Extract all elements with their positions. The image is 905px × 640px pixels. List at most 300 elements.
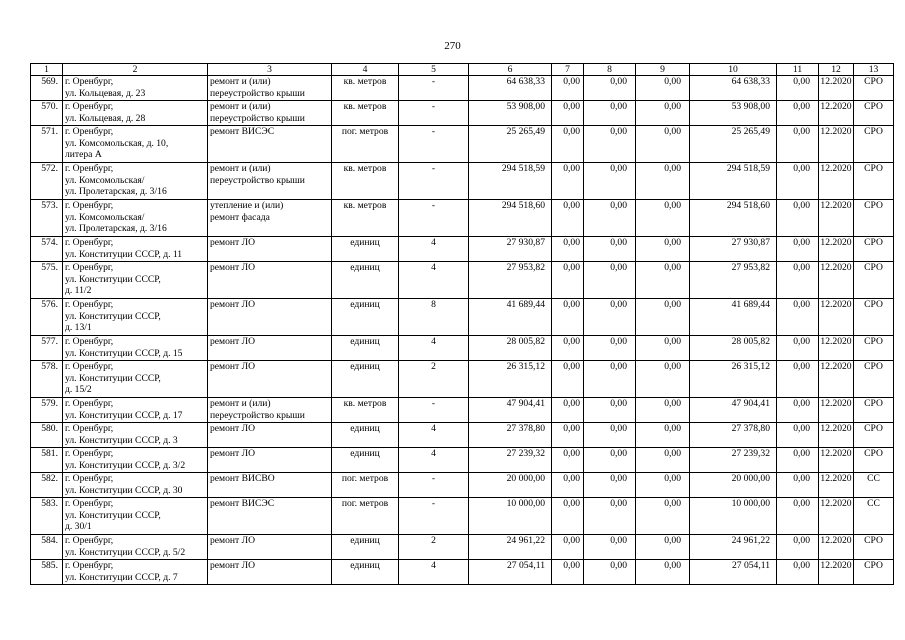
value-cell-9: 0,00 [636,560,690,585]
value-cell-10: 27 930,87 [690,237,777,262]
address-cell-line: ул. Конституции СССР, д. 11 [65,248,183,260]
row-number-cell: 583. [31,498,63,535]
row-number-cell: 570. [31,101,63,126]
table-row [31,423,894,448]
source-cell: СРО [854,200,894,237]
address-cell-line: г. Оренбург, [65,560,114,571]
quantity-cell: - [399,101,469,126]
row-number-cell: 585. [31,560,63,585]
address-cell [63,473,208,498]
address-cell-line: г. Оренбург, [65,423,114,434]
total-cost-cell: 27 930,87 [469,237,552,262]
address-cell-line: ул. Конституции СССР, д. 5/2 [65,546,186,558]
work-type-cell [208,361,332,398]
column-header: 12 [819,64,854,76]
address-cell-line: г. Оренбург, [65,398,114,409]
table-row [31,498,894,535]
address-cell-line: ул. Кольцевая, д. 28 [65,112,146,124]
source-cell: СРО [854,423,894,448]
value-cell-10: 294 518,59 [690,163,777,200]
value-cell-7: 0,00 [552,398,584,423]
source-cell: СРО [854,560,894,585]
value-cell-11: 0,00 [777,163,819,200]
total-cost-cell: 294 518,60 [469,200,552,237]
value-cell-11: 0,00 [777,560,819,585]
table-row [31,473,894,498]
work-type-cell-line: ремонт и (или) [210,163,271,174]
work-type-cell-line: ремонт ЛО [210,299,256,310]
unit-cell: единиц [332,237,399,262]
work-type-cell-line: переустройство крыши [210,112,305,124]
value-cell-11: 0,00 [777,126,819,163]
value-cell-8: 0,00 [584,336,636,361]
value-cell-7: 0,00 [552,299,584,336]
work-type-cell [208,76,332,101]
value-cell-8: 0,00 [584,163,636,200]
value-cell-7: 0,00 [552,498,584,535]
quantity-cell: - [399,498,469,535]
value-cell-10: 27 239,32 [690,448,777,473]
column-header: 3 [208,64,332,76]
address-cell-line: г. Оренбург, [65,163,114,174]
value-cell-7: 0,00 [552,262,584,299]
work-type-cell [208,423,332,448]
row-number-cell: 573. [31,200,63,237]
total-cost-cell: 53 908,00 [469,101,552,126]
address-cell-line: г. Оренбург, [65,336,114,347]
work-type-cell [208,299,332,336]
row-number-cell: 574. [31,237,63,262]
total-cost-cell: 41 689,44 [469,299,552,336]
work-type-cell-line: утепление и (или) [210,200,284,211]
total-cost-cell: 10 000,00 [469,498,552,535]
row-number-cell: 578. [31,361,63,398]
work-type-cell-line: ремонт ЛО [210,361,256,372]
table-row [31,398,894,423]
row-number-cell: 580. [31,423,63,448]
total-cost-cell: 27 054,11 [469,560,552,585]
value-cell-9: 0,00 [636,76,690,101]
value-cell-10: 25 265,49 [690,126,777,163]
value-cell-9: 0,00 [636,101,690,126]
address-cell-line: г. Оренбург, [65,299,114,310]
row-number-cell: 577. [31,336,63,361]
value-cell-11: 0,00 [777,336,819,361]
table-row [31,101,894,126]
value-cell-8: 0,00 [584,423,636,448]
quantity-cell: 8 [399,299,469,336]
address-cell [63,361,208,398]
unit-cell: единиц [332,423,399,448]
total-cost-cell: 27 953,82 [469,262,552,299]
unit-cell: единиц [332,448,399,473]
table-row [31,76,894,101]
value-cell-11: 0,00 [777,473,819,498]
address-cell-line: г. Оренбург, [65,262,114,273]
value-cell-8: 0,00 [584,237,636,262]
column-header: 9 [636,64,690,76]
address-cell-line: ул. Кольцевая, д. 23 [65,87,146,99]
address-cell-line: г. Оренбург, [65,361,114,372]
work-type-cell-line: ремонт ЛО [210,448,256,459]
date-cell: 12.2020 [819,163,854,200]
value-cell-8: 0,00 [584,560,636,585]
value-cell-7: 0,00 [552,101,584,126]
value-cell-11: 0,00 [777,448,819,473]
value-cell-10: 294 518,60 [690,200,777,237]
column-header: 1 [31,64,63,76]
total-cost-cell: 28 005,82 [469,336,552,361]
work-type-cell-line: ремонт ВИСВО [210,473,275,484]
unit-cell: кв. метров [332,101,399,126]
work-type-cell [208,448,332,473]
date-cell: 12.2020 [819,560,854,585]
value-cell-9: 0,00 [636,498,690,535]
address-cell-line: ул. Пролетарская, д. 3/16 [65,186,167,197]
value-cell-8: 0,00 [584,299,636,336]
value-cell-10: 27 953,82 [690,262,777,299]
date-cell: 12.2020 [819,262,854,299]
total-cost-cell: 27 239,32 [469,448,552,473]
work-type-cell-line: переустройство крыши [210,87,305,99]
value-cell-7: 0,00 [552,423,584,448]
table-row [31,448,894,473]
quantity-cell: - [399,126,469,163]
source-cell: СС [854,498,894,535]
row-number-cell: 582. [31,473,63,498]
work-type-cell [208,398,332,423]
quantity-cell: - [399,473,469,498]
address-cell-line: ул. Комсомольская, д. 10, [65,137,169,149]
table-row [31,237,894,262]
work-type-cell-line: ремонт ЛО [210,560,256,571]
unit-cell: кв. метров [332,76,399,101]
value-cell-9: 0,00 [636,473,690,498]
value-cell-7: 0,00 [552,473,584,498]
row-number-cell: 572. [31,163,63,200]
work-type-cell-line: ремонт ЛО [210,262,256,273]
address-cell [63,423,208,448]
row-number-cell: 571. [31,126,63,163]
source-cell: СС [854,473,894,498]
total-cost-cell: 47 904,41 [469,398,552,423]
value-cell-9: 0,00 [636,299,690,336]
address-cell-line: ул. Пролетарская, д. 3/16 [65,223,167,234]
work-type-cell-line: переустройство крыши [210,174,305,186]
date-cell: 12.2020 [819,498,854,535]
work-type-cell [208,262,332,299]
work-type-cell-line: ремонт и (или) [210,398,271,409]
unit-cell: пог. метров [332,473,399,498]
value-cell-11: 0,00 [777,423,819,448]
source-cell: СРО [854,126,894,163]
value-cell-8: 0,00 [584,448,636,473]
value-cell-8: 0,00 [584,361,636,398]
address-cell-line: ул. Конституции СССР, д. 3 [65,434,178,446]
value-cell-7: 0,00 [552,560,584,585]
address-cell-line: ул. Конституции СССР, д. 15 [65,347,183,359]
address-cell-line: литера А [65,149,102,160]
repair-program-table [30,63,894,585]
work-type-cell [208,535,332,560]
value-cell-8: 0,00 [584,262,636,299]
value-cell-11: 0,00 [777,76,819,101]
column-header: 8 [584,64,636,76]
work-type-cell [208,101,332,126]
value-cell-10: 28 005,82 [690,336,777,361]
date-cell: 12.2020 [819,299,854,336]
value-cell-10: 47 904,41 [690,398,777,423]
total-cost-cell: 27 378,80 [469,423,552,448]
total-cost-cell: 25 265,49 [469,126,552,163]
value-cell-7: 0,00 [552,163,584,200]
address-cell-line: д. 13/1 [65,322,92,333]
work-type-cell [208,237,332,262]
address-cell-line: ул. Конституции СССР, д. 30 [65,484,183,496]
value-cell-10: 41 689,44 [690,299,777,336]
value-cell-8: 0,00 [584,498,636,535]
address-cell-line: ул. Конституции СССР, [65,509,161,521]
date-cell: 12.2020 [819,361,854,398]
table-row [31,361,894,398]
value-cell-10: 27 378,80 [690,423,777,448]
value-cell-11: 0,00 [777,262,819,299]
address-cell [63,448,208,473]
address-cell-line: г. Оренбург, [65,200,114,211]
value-cell-11: 0,00 [777,237,819,262]
source-cell: СРО [854,101,894,126]
unit-cell: единиц [332,535,399,560]
column-header: 7 [552,64,584,76]
source-cell: СРО [854,237,894,262]
total-cost-cell: 294 518,59 [469,163,552,200]
address-cell-line: г. Оренбург, [65,126,114,137]
work-type-cell [208,336,332,361]
work-type-cell [208,498,332,535]
value-cell-8: 0,00 [584,200,636,237]
quantity-cell: - [399,398,469,423]
date-cell: 12.2020 [819,473,854,498]
address-cell [63,299,208,336]
work-type-cell [208,126,332,163]
row-number-cell: 579. [31,398,63,423]
quantity-cell: 4 [399,262,469,299]
value-cell-9: 0,00 [636,423,690,448]
address-cell-line: г. Оренбург, [65,101,114,112]
address-cell-line: г. Оренбург, [65,76,114,87]
value-cell-8: 0,00 [584,535,636,560]
value-cell-11: 0,00 [777,200,819,237]
value-cell-8: 0,00 [584,398,636,423]
address-cell [63,237,208,262]
address-cell [63,262,208,299]
value-cell-7: 0,00 [552,535,584,560]
work-type-cell [208,163,332,200]
value-cell-10: 24 961,22 [690,535,777,560]
value-cell-9: 0,00 [636,448,690,473]
quantity-cell: 4 [399,448,469,473]
column-header: 10 [690,64,777,76]
date-cell: 12.2020 [819,448,854,473]
work-type-cell-line: ремонт фасада [210,211,270,223]
value-cell-7: 0,00 [552,448,584,473]
table-row [31,126,894,163]
value-cell-8: 0,00 [584,126,636,163]
address-cell [63,126,208,163]
row-number-cell: 576. [31,299,63,336]
address-cell-line: ул. Комсомольская/ [65,174,145,186]
quantity-cell: - [399,76,469,101]
quantity-cell: 4 [399,336,469,361]
address-cell [63,163,208,200]
address-cell [63,535,208,560]
address-cell-line: г. Оренбург, [65,473,114,484]
work-type-cell-line: ремонт ЛО [210,237,256,248]
unit-cell: пог. метров [332,126,399,163]
date-cell: 12.2020 [819,398,854,423]
work-type-cell-line: ремонт ЛО [210,336,256,347]
total-cost-cell: 20 000,00 [469,473,552,498]
unit-cell: пог. метров [332,498,399,535]
table-row [31,163,894,200]
address-cell [63,498,208,535]
date-cell: 12.2020 [819,126,854,163]
quantity-cell: 2 [399,361,469,398]
address-cell [63,200,208,237]
unit-cell: единиц [332,336,399,361]
quantity-cell: 2 [399,535,469,560]
column-header: 6 [469,64,552,76]
value-cell-10: 20 000,00 [690,473,777,498]
table-row [31,262,894,299]
address-cell [63,336,208,361]
table-row [31,336,894,361]
value-cell-10: 26 315,12 [690,361,777,398]
value-cell-8: 0,00 [584,101,636,126]
address-cell-line: г. Оренбург, [65,498,114,509]
work-type-cell [208,200,332,237]
address-cell-line: ул. Конституции СССР, [65,273,161,285]
value-cell-11: 0,00 [777,299,819,336]
value-cell-7: 0,00 [552,361,584,398]
value-cell-9: 0,00 [636,361,690,398]
value-cell-9: 0,00 [636,398,690,423]
address-cell-line: г. Оренбург, [65,535,114,546]
value-cell-11: 0,00 [777,535,819,560]
unit-cell: единиц [332,262,399,299]
address-cell-line: ул. Конституции СССР, [65,372,161,384]
header-row [31,64,894,76]
value-cell-7: 0,00 [552,126,584,163]
source-cell: СРО [854,299,894,336]
quantity-cell: 4 [399,237,469,262]
value-cell-9: 0,00 [636,126,690,163]
value-cell-7: 0,00 [552,76,584,101]
table-row [31,535,894,560]
source-cell: СРО [854,361,894,398]
table-row [31,200,894,237]
address-cell-line: ул. Конституции СССР, д. 3/2 [65,459,186,471]
table-body [31,76,894,585]
work-type-cell-line: ремонт и (или) [210,76,271,87]
row-number-cell: 581. [31,448,63,473]
value-cell-9: 0,00 [636,200,690,237]
date-cell: 12.2020 [819,237,854,262]
address-cell-line: ул. Комсомольская/ [65,211,145,223]
value-cell-10: 10 000,00 [690,498,777,535]
date-cell: 12.2020 [819,101,854,126]
column-header: 11 [777,64,819,76]
table-row [31,299,894,336]
source-cell: СРО [854,398,894,423]
page-number: 270 [444,40,461,52]
address-cell-line: ул. Конституции СССР, [65,310,161,322]
value-cell-9: 0,00 [636,237,690,262]
column-header: 13 [854,64,894,76]
address-cell-line: д. 11/2 [65,285,92,296]
address-cell [63,560,208,585]
address-cell [63,398,208,423]
address-cell-line: ул. Конституции СССР, д. 17 [65,409,183,421]
unit-cell: единиц [332,560,399,585]
address-cell-line: ул. Конституции СССР, д. 7 [65,571,178,583]
date-cell: 12.2020 [819,423,854,448]
address-cell-line: г. Оренбург, [65,448,114,459]
address-cell-line: д. 15/2 [65,384,92,395]
column-header: 5 [399,64,469,76]
work-type-cell [208,473,332,498]
source-cell: СРО [854,262,894,299]
quantity-cell: 4 [399,560,469,585]
source-cell: СРО [854,163,894,200]
value-cell-11: 0,00 [777,498,819,535]
value-cell-8: 0,00 [584,473,636,498]
total-cost-cell: 24 961,22 [469,535,552,560]
source-cell: СРО [854,336,894,361]
row-number-cell: 569. [31,76,63,101]
unit-cell: единиц [332,361,399,398]
address-cell-line: д. 30/1 [65,521,92,532]
value-cell-7: 0,00 [552,200,584,237]
value-cell-11: 0,00 [777,361,819,398]
source-cell: СРО [854,535,894,560]
work-type-cell [208,560,332,585]
value-cell-9: 0,00 [636,262,690,299]
date-cell: 12.2020 [819,76,854,101]
value-cell-11: 0,00 [777,398,819,423]
value-cell-9: 0,00 [636,163,690,200]
value-cell-9: 0,00 [636,535,690,560]
address-cell [63,101,208,126]
quantity-cell: - [399,200,469,237]
unit-cell: кв. метров [332,163,399,200]
value-cell-8: 0,00 [584,76,636,101]
date-cell: 12.2020 [819,535,854,560]
value-cell-7: 0,00 [552,237,584,262]
column-header: 4 [332,64,399,76]
work-type-cell-line: переустройство крыши [210,409,305,421]
work-type-cell-line: ремонт ЛО [210,535,256,546]
work-type-cell-line: ремонт ЛО [210,423,256,434]
date-cell: 12.2020 [819,336,854,361]
value-cell-11: 0,00 [777,101,819,126]
date-cell: 12.2020 [819,200,854,237]
work-type-cell-line: ремонт и (или) [210,101,271,112]
unit-cell: кв. метров [332,398,399,423]
unit-cell: единиц [332,299,399,336]
source-cell: СРО [854,76,894,101]
address-cell-line: г. Оренбург, [65,237,114,248]
